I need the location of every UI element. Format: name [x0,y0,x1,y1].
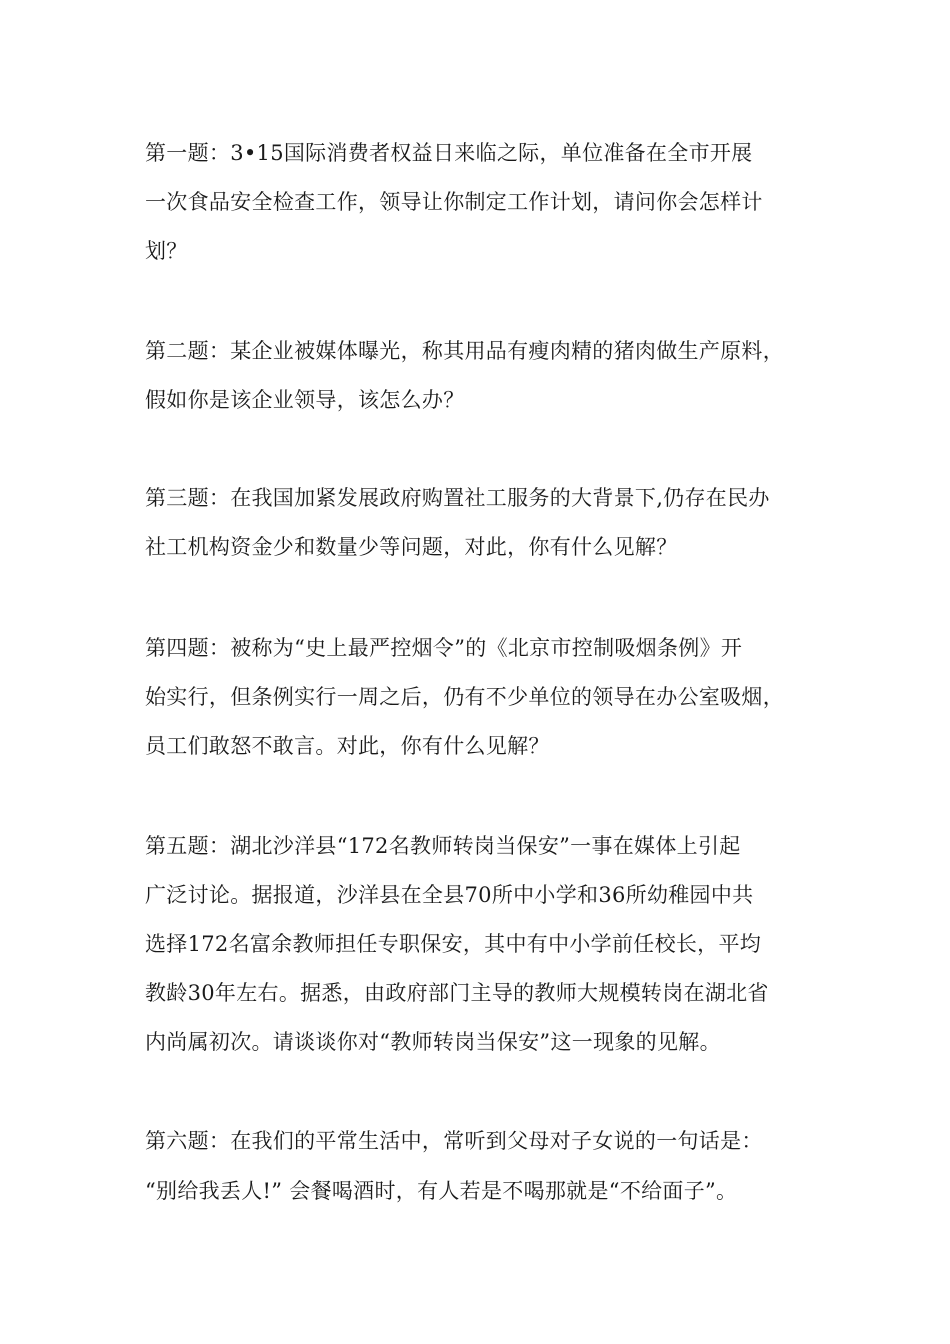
question-4-line-1: 第四题：被称为“史上最严控烟令”的《北京市控制吸烟条例》开 [145,636,743,660]
question-5-line-5: 内尚属初次。请谈谈你对“教师转岗当保安”这一现象的见解。 [145,1030,721,1054]
question-4-line-3: 员工们敢怒不敢言。对此，你有什么见解？ [145,734,550,758]
question-3-line-2: 社工机构资金少和数量少等问题，对此，你有什么见解？ [145,535,678,559]
question-2-line-2: 假如你是该企业领导，该怎么办？ [145,388,465,412]
question-4-line-2: 始实行，但条例实行一周之后，仍有不少单位的领导在办公室吸烟， [145,685,784,709]
question-5-line-3: 选择172名富余教师担任专职保安，其中有中小学前任校长，平均 [145,932,762,956]
question-2-line-1: 第二题：某企业被媒体曝光，称其用品有瘦肉精的猪肉做生产原料， [145,339,784,363]
question-3-line-1: 第三题：在我国加紧发展政府购置社工服务的大背景下,仍存在民办 [145,486,770,510]
question-1-line-1: 第一题：3•15国际消费者权益日来临之际，单位准备在全市开展 [145,141,753,165]
question-1-line-3: 划？ [145,239,188,263]
question-1-line-2: 一次食品安全检查工作，领导让你制定工作计划，请问你会怎样计 [145,190,763,214]
question-5-line-2: 广泛讨论。据报道，沙洋县在全县70所中小学和36所幼稚园中共 [145,883,754,907]
question-6-line-2: “别给我丢人!” 会餐喝酒时，有人若是不喝那就是“不给面子”。 [145,1179,738,1203]
question-5-line-4: 教龄30年左右。据悉，由政府部门主导的教师大规模转岗在湖北省 [145,981,769,1005]
question-5-line-1: 第五题：湖北沙洋县“172名教师转岗当保安”一事在媒体上引起 [145,834,741,858]
question-6-line-1: 第六题：在我们的平常生活中，常听到父母对子女说的一句话是： [145,1129,763,1153]
